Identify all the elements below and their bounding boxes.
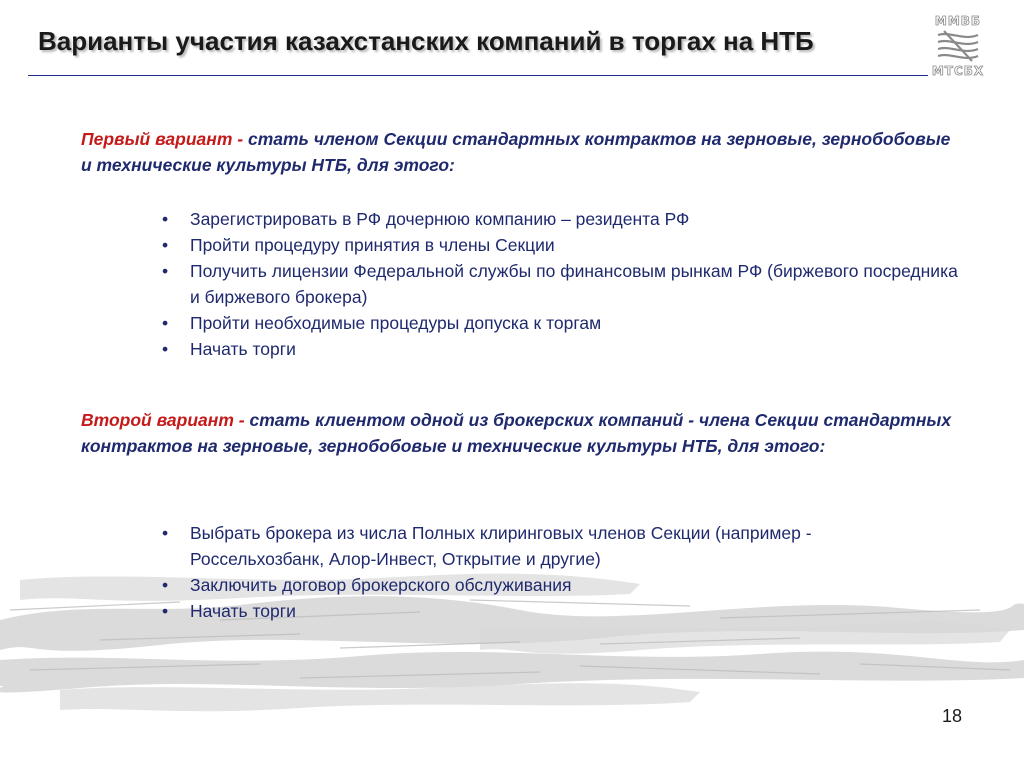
page-number: 18 <box>941 706 962 726</box>
list-item: • Начать торги <box>162 598 922 624</box>
list-item: • Выбрать брокера из числа Полных клиринговых членов Секции (например - Россельхозбанк, Алор-Инвест, Открытие и другие) <box>162 520 922 572</box>
list-item: • Начать торги <box>162 336 962 362</box>
logo-top-text: ММВБ <box>934 14 982 28</box>
list-item: • Получить лицензии Федеральной службы по финансовым рынкам РФ (биржевого посредника и биржевого брокера) <box>162 258 962 310</box>
variant-one-text: стать членом Секции стандартных контрактов на зерновые, зернобобовые и технические культуры НТБ, для этого: <box>81 129 951 175</box>
variant-one-heading <box>81 126 961 178</box>
title-divider <box>28 75 928 76</box>
page-title: Варианты участия казахстанских компаний в торгах на НТБ <box>38 26 814 56</box>
list-item: • Пройти процедуру принятия в члены Секции <box>162 232 962 258</box>
variant-two-lead: Второй вариант - <box>81 410 245 430</box>
variant-two-heading <box>81 407 961 459</box>
variant-one-steps <box>162 206 962 362</box>
variant-one-lead: Первый вариант - <box>81 129 244 149</box>
list-item: • Пройти необходимые процедуры допуска к торгам <box>162 310 962 336</box>
variant-two-text: стать клиентом одной из брокерских компаний - члена Секции стандартных контрактов на зерновые, зернобобовые и технические культуры НТБ, для этого: <box>81 410 952 456</box>
list-item: • Зарегистрировать в РФ дочернюю компанию – резидента РФ <box>162 206 962 232</box>
variant-two-steps <box>162 520 922 624</box>
exchange-logo-icon <box>934 29 982 63</box>
list-item: • Заключить договор брокерского обслуживания <box>162 572 922 598</box>
exchange-logo <box>928 14 988 78</box>
logo-bottom-text: МТСБХ <box>931 64 985 78</box>
